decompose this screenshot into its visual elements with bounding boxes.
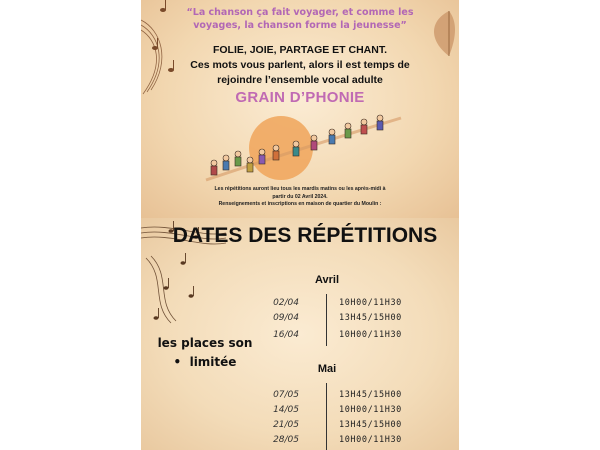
- may-date-4: 28/05: [273, 435, 299, 445]
- month-april: Avril: [314, 274, 340, 286]
- may-time-4: 10H00/11H30: [339, 435, 402, 445]
- may-time-1: 13H45/15H00: [339, 390, 402, 400]
- may-date-3: 21/05: [273, 420, 299, 430]
- april-divider: [326, 294, 327, 346]
- may-time-2: 10H00/11H30: [339, 405, 402, 415]
- april-time-2: 13H45/15H00: [339, 313, 402, 323]
- april-date-2: 09/04: [273, 313, 299, 323]
- quote-line-1: “La chanson ça fait voyager, et comme les: [186, 7, 414, 18]
- quote-text: [141, 6, 459, 32]
- schedule-panel: [141, 218, 459, 450]
- singers-illustration: [196, 108, 406, 186]
- info-line-2: partir du 02 Avril 2024.: [272, 193, 328, 200]
- places-line-2: • limitée: [173, 355, 237, 369]
- tagline-line-3: rejoindre l’ensemble vocal adulte: [217, 74, 383, 86]
- may-time-3: 13H45/15H00: [339, 420, 402, 430]
- schedule-title: DATES DES RÉPÉTITIONS: [172, 224, 438, 247]
- may-divider: [326, 383, 327, 450]
- april-time-3: 10H00/11H30: [339, 330, 402, 340]
- info-line-1: Les répétitions auront lieu tous les mardis matins ou les après-midi à: [214, 186, 386, 192]
- info-line-3: Renseignements et inscriptions en maison de quartier du Moulin :: [218, 201, 382, 207]
- april-time-1: 10H00/11H30: [339, 298, 402, 308]
- info-text: [141, 186, 459, 209]
- places-line-1: les places son: [157, 336, 253, 350]
- places-line-2-text: limitée: [189, 355, 237, 369]
- quote-line-2: voyages, la chanson forme la jeunesse”: [193, 20, 407, 31]
- group-name: GRAIN D’PHONIE: [235, 89, 365, 106]
- may-date-1: 07/05: [273, 390, 299, 400]
- tagline: [141, 43, 459, 88]
- month-may: Mai: [317, 363, 337, 375]
- may-date-2: 14/05: [273, 405, 299, 415]
- flyer-panel: [141, 0, 459, 218]
- places-notice: [155, 334, 255, 372]
- tagline-line-1: FOLIE, JOIE, PARTAGE ET CHANT.: [212, 44, 388, 56]
- april-date-3: 16/04: [273, 330, 299, 340]
- april-date-1: 02/04: [273, 298, 299, 308]
- tagline-line-2: Ces mots vous parlent, alors il est temps de: [190, 59, 410, 71]
